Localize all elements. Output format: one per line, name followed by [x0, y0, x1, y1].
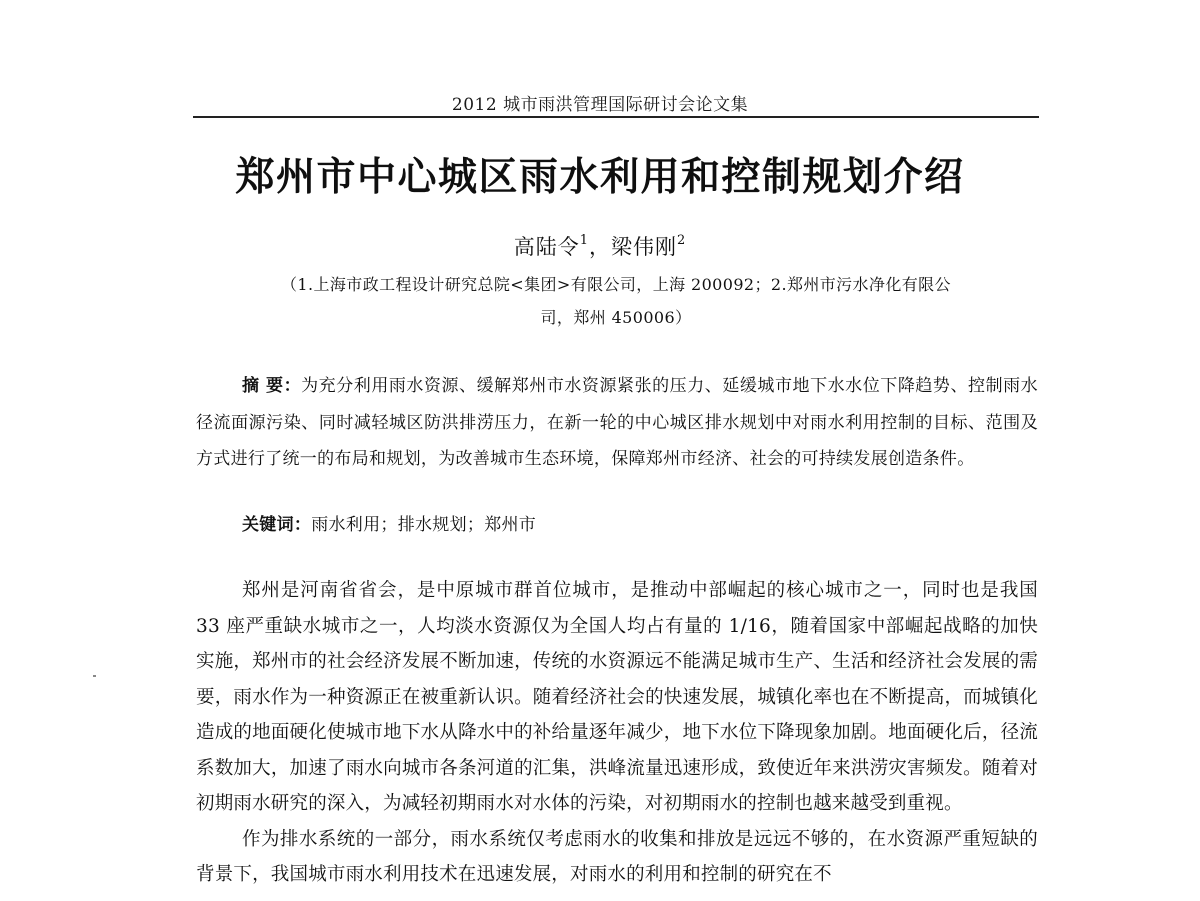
running-header: 2012 城市雨洪管理国际研讨会论文集	[451, 95, 749, 115]
author-separator: ，	[589, 235, 611, 259]
abstract	[196, 368, 1038, 478]
paper-title: 郑州市中心城区雨水利用和控制规划介绍	[235, 155, 965, 200]
scan-speck	[93, 675, 96, 677]
author-name-2: 梁伟刚	[611, 235, 677, 259]
keywords-label: 关键词：	[242, 515, 312, 535]
affiliation-line-1: （1.上海市政工程设计研究总院<集团>有限公司，上海 200092；2.郑州市污水净化有限公	[281, 275, 951, 294]
keywords-text: 雨水利用；排水规划；郑州市	[311, 515, 537, 535]
abstract-label: 摘 要：	[242, 376, 302, 396]
body-paragraph-1: 郑州是河南省省会，是中原城市群首位城市，是推动中部崛起的核心城市之一，同时也是我国 33 座严重缺水城市之一，人均淡水资源仅为全国人均占有量的 1/16，随着国家中部崛起战略的加快实施，郑州市的社会经济发展不断加速，传统的水资源远不能满足城市生产、生活和经济社会发展的需要，雨水作为一种资源正在被重新认识。随着经济社会的快速发展，城镇化率也在不断提高，而城镇化造成的地面硬化使城市地下水从降水中的补给量逐年减少，地下水位下降现象加剧。地面硬化后，径流系数加大，加速了雨水向城市各条河道的汇集，洪峰流量迅速形成，致使近年来洪涝灾害频发。随着对初期雨水研究的深入，为减轻初期雨水对水体的污染，对初期雨水的控制也越来越受到重视。	[196, 580, 1038, 814]
body-text	[196, 573, 1038, 893]
header-rule	[193, 116, 1039, 118]
author-affil-marker-1: 1	[579, 233, 589, 248]
affiliation-line-2: 司，郑州 450006）	[540, 308, 692, 327]
keywords	[242, 510, 1032, 540]
body-paragraph-2: 作为排水系统的一部分，雨水系统仅考虑雨水的收集和排放是远远不够的，在水资源严重短缺的背景下，我国城市雨水利用技术在迅速发展，对雨水的利用和控制的研究在不	[196, 828, 1038, 885]
author-name-1: 高陆令	[513, 235, 580, 259]
affiliation-block	[193, 268, 1039, 334]
abstract-text: 为充分利用雨水资源、缓解郑州市水资源紧张的压力、延缓城市地下水水位下降趋势、控制雨水径流面源污染、同时减轻城区防洪排涝压力，在新一轮的中心城区排水规划中对雨水利用控制的目标、范围及方式进行了统一的布局和规划，为改善城市生态环境，保障郑州市经济、社会的可持续发展创造条件。	[196, 376, 1038, 469]
author-affil-marker-2: 2	[677, 233, 687, 248]
author-line	[0, 228, 1200, 262]
